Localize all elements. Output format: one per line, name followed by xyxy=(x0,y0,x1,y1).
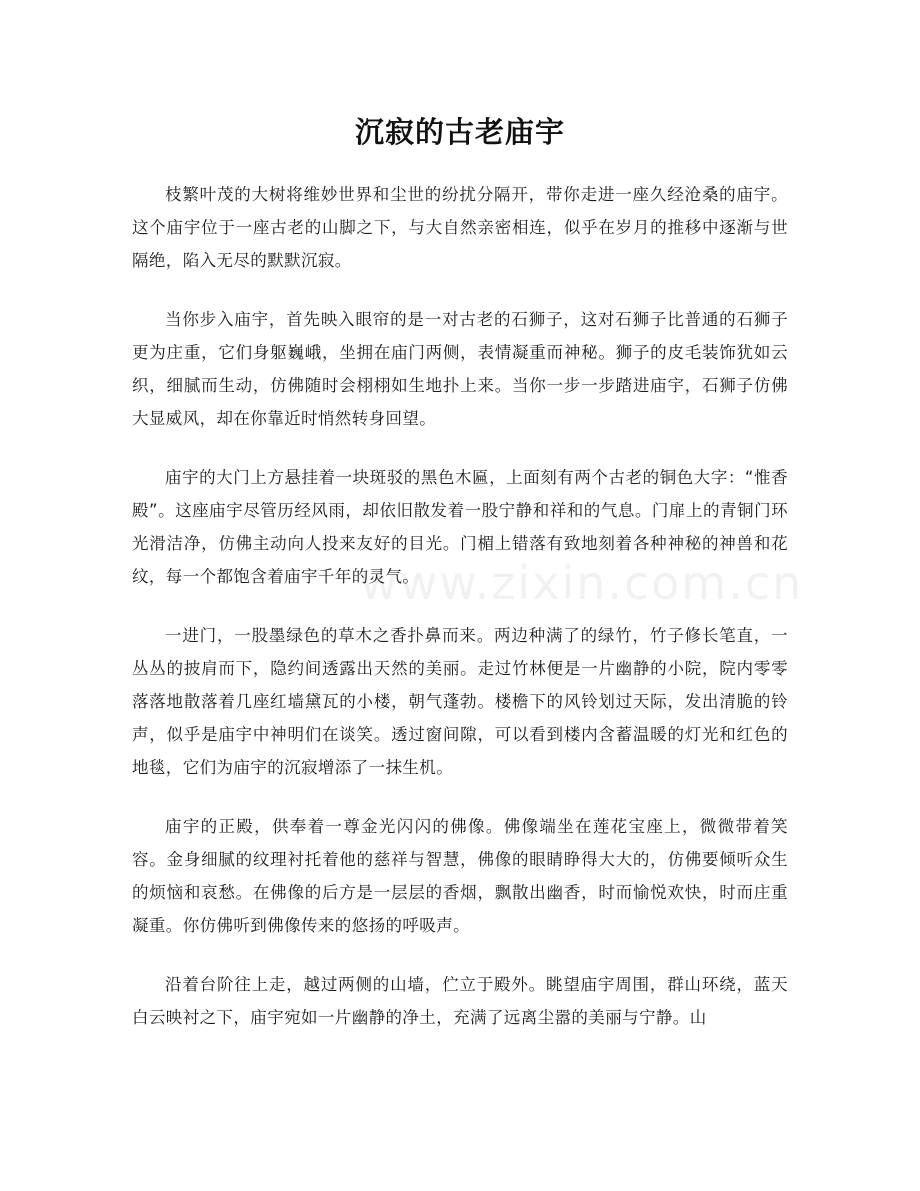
paragraph-1: 枝繁叶茂的大树将维妙世界和尘世的纷扰分隔开，带你走进一座久经沧桑的庙宇。这个庙宇位于一座古老的山脚之下，与大自然亲密相连，似乎在岁月的推移中逐渐与世隔绝，陷入无尽的默默沉寂。 xyxy=(132,185,788,270)
watermark: www.zixin.com.cn xyxy=(360,556,804,610)
paragraph-5: 庙宇的正殿，供奉着一尊金光闪闪的佛像。佛像端坐在莲花宝座上，微微带着笑容。金身细腻的纹理衬托着他的慈祥与智慧，佛像的眼睛睁得大大的，仿佛要倾听众生的烦恼和哀愁。在佛像的后方是一层层的香烟，飘散出幽香，时而愉悦欢快，时而庄重凝重。你仿佛听到佛像传来的悠扬的呼吸声。 xyxy=(132,817,788,935)
paragraph-2: 当你步入庙宇，首先映入眼帘的是一对古老的石狮子，这对石狮子比普通的石狮子更为庄重，它们身躯巍峨，坐拥在庙门两侧，表情凝重而神秘。狮子的皮毛装饰犹如云织，细腻而生动，仿佛随时会栩栩如生地扑上来。当你一步一步踏进庙宇，石狮子仿佛大显威风，却在你靠近时悄然转身回望。 xyxy=(132,310,788,428)
paragraph-4: 一进门，一股墨绿色的草木之香扑鼻而来。两边种满了的绿竹，竹子修长笔直，一丛丛的披肩而下，隐约间透露出天然的美丽。走过竹林便是一片幽静的小院，院内零零落落地散落着几座红墙黛瓦的小楼，朝气蓬勃。楼檐下的风铃划过天际，发出清脆的铃声，似乎是庙宇中神明们在谈笑。透过窗间隙，可以看到楼内含蓄温暖的灯光和红色的地毯，它们为庙宇的沉寂增添了一抹生机。 xyxy=(132,626,788,777)
document-body xyxy=(132,178,788,1060)
paragraph-3: 庙宇的大门上方悬挂着一块斑驳的黑色木匾，上面刻有两个古老的铜色大字：“惟香殿”。这座庙宇尽管历经风雨，却依旧散发着一股宁静和祥和的气息。门扉上的青铜门环光滑洁净，仿佛主动向人投来友好的目光。门楣上错落有致地刻着各种神秘的神兽和花纹，每一个都饱含着庙宇千年的灵气。 xyxy=(132,468,788,586)
paragraph-6: 沿着台阶往上走，越过两侧的山墙，伫立于殿外。眺望庙宇周围，群山环绕，蓝天白云映衬之下，庙宇宛如一片幽静的净土，充满了远离尘嚣的美丽与宁静。山 xyxy=(132,975,788,1027)
document-title: 沉寂的古老庙宇 xyxy=(354,115,565,149)
